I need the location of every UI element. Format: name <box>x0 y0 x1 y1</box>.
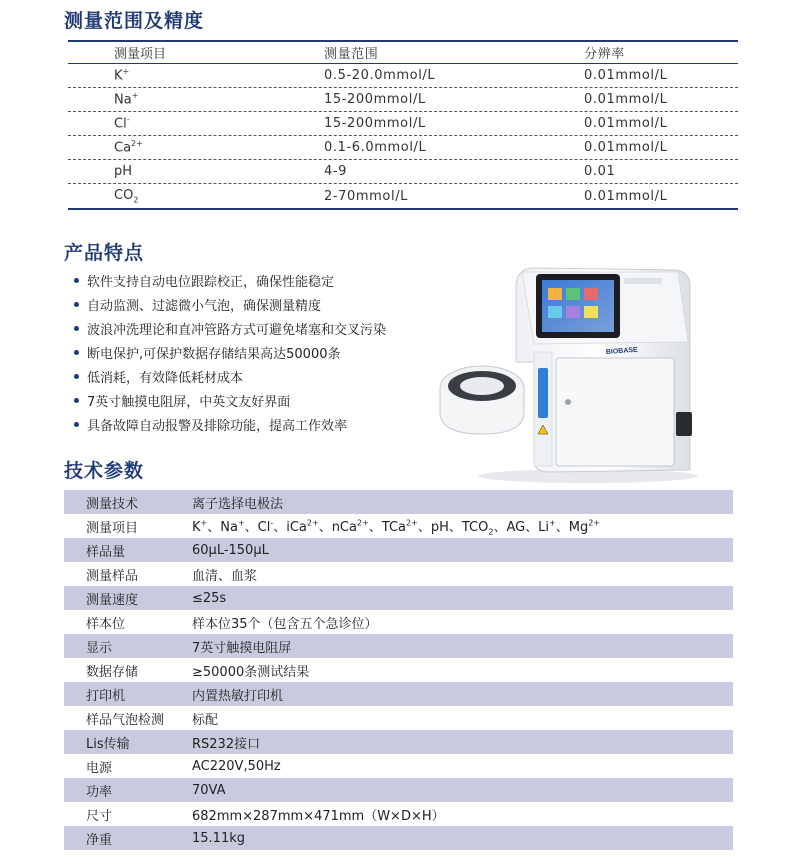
feature-text: 软件支持自动电位跟踪校正，确保性能稳定 <box>87 274 335 290</box>
range-resolution: 0.01mmol/L <box>584 116 668 131</box>
range-item: Ca <box>114 140 132 156</box>
tech-row <box>64 634 733 658</box>
tech-row <box>64 802 733 826</box>
analyte-sup: 2+ <box>588 518 600 528</box>
bullet-dot <box>74 374 79 379</box>
analyte-sup: + <box>549 518 556 528</box>
tech-key: 功率 <box>86 784 113 800</box>
range-item-cell <box>68 188 280 205</box>
range-row <box>68 160 738 184</box>
range-item: Na <box>114 92 132 108</box>
tech-key: 样本位 <box>86 616 126 632</box>
tech-row <box>64 658 733 682</box>
range-value: 15-200mmol/L <box>324 92 426 107</box>
tech-value: ≥50000条测试结果 <box>192 664 310 680</box>
range-item-sub: 2 <box>133 195 139 205</box>
tech-section-title: 技术参数 <box>64 460 145 482</box>
feature-text: 自动监测、过滤微小气泡，确保测量精度 <box>87 298 322 314</box>
tech-value: 血清、血浆 <box>192 568 258 584</box>
analyte-text: 、Mg <box>555 519 589 535</box>
analyte-sub: 2 <box>488 527 494 537</box>
range-value: 0.1-6.0mmol/L <box>324 140 427 155</box>
tech-row <box>64 490 733 514</box>
analyte-text: 、pH、TCO <box>417 519 489 535</box>
feature-text: 7英寸触摸电阻屏，中英文友好界面 <box>87 394 291 410</box>
feature-text: 断电保护,可保护数据存储结果高达50000条 <box>87 346 341 362</box>
tech-row <box>64 682 733 706</box>
tech-row <box>64 826 733 850</box>
brand-label: BIOBASE <box>605 346 638 356</box>
tech-key: 电源 <box>86 760 113 776</box>
tech-table <box>64 490 733 850</box>
analyte-sup: 2+ <box>306 518 319 528</box>
feature-item <box>74 340 386 364</box>
feature-item <box>74 388 386 412</box>
tech-key: 打印机 <box>86 688 126 704</box>
range-resolution: 0.01mmol/L <box>584 68 668 83</box>
tech-key: 测量样品 <box>86 568 139 584</box>
header-resolution: 分辨率 <box>584 47 625 62</box>
range-item: K <box>114 68 123 84</box>
feature-text: 低消耗，有效降低耗材成本 <box>87 370 244 386</box>
feature-text: 具备故障自动报警及排除功能，提高工作效率 <box>87 418 348 434</box>
header-item: 测量项目 <box>114 47 167 62</box>
tech-value: 70VA <box>192 782 226 798</box>
tech-key: 尺寸 <box>86 808 113 824</box>
tech-key: 样品气泡检测 <box>86 712 165 728</box>
tech-key: 净重 <box>86 832 113 848</box>
range-resolution: 0.01mmol/L <box>584 140 668 155</box>
tech-value: 15.11kg <box>192 830 245 846</box>
tech-key: 测量技术 <box>86 496 139 512</box>
feature-item <box>74 364 386 388</box>
range-item-sup: 2+ <box>131 139 143 149</box>
feature-item <box>74 268 386 292</box>
tech-row <box>64 538 733 562</box>
tech-key: 数据存储 <box>86 664 139 680</box>
bullet-dot <box>74 422 79 427</box>
range-row <box>68 112 738 136</box>
range-item-cell <box>68 115 280 131</box>
analyte-sup: + <box>237 518 245 528</box>
tech-value: 682mm×287mm×471mm（W×D×H） <box>192 808 445 824</box>
tech-key: Lis传输 <box>86 736 130 752</box>
tech-value: 7英寸触摸电阻屏 <box>192 640 292 656</box>
header-range: 测量范围 <box>324 47 379 62</box>
feature-text: 波浪冲洗理论和直冲管路方式可避免堵塞和交叉污染 <box>87 322 387 338</box>
analyte-text: 、iCa <box>273 519 307 535</box>
tech-value: AC220V,50Hz <box>192 758 281 774</box>
tech-value: 标配 <box>192 712 219 728</box>
tech-row <box>64 730 733 754</box>
tech-row <box>64 562 733 586</box>
analyte-text: 、nCa <box>318 519 357 535</box>
range-item: Cl <box>114 116 127 132</box>
tech-row <box>64 778 733 802</box>
range-item-cell <box>68 67 280 83</box>
range-section-title: 测量范围及精度 <box>64 10 205 32</box>
tech-key: 样品量 <box>86 544 126 560</box>
range-row <box>68 88 738 112</box>
analyte-sup: 2+ <box>406 518 418 528</box>
tech-row <box>64 706 733 730</box>
tech-row <box>64 586 733 610</box>
range-resolution: 0.01 <box>584 164 616 179</box>
tech-key: 测量速度 <box>86 592 139 608</box>
features-list <box>74 268 386 436</box>
feature-item <box>74 292 386 316</box>
analyte-text: 、Cl <box>244 519 271 535</box>
tech-value: 离子选择电极法 <box>192 496 284 512</box>
range-item-cell <box>68 164 280 179</box>
range-value: 0.5-20.0mmol/L <box>324 68 436 83</box>
range-value: 4-9 <box>324 164 348 179</box>
bullet-dot <box>74 326 79 331</box>
tech-value <box>192 516 733 537</box>
bullet-dot <box>74 398 79 403</box>
range-row <box>68 64 738 88</box>
tech-row <box>64 754 733 778</box>
feature-item <box>74 316 386 340</box>
range-item: pH <box>114 164 133 179</box>
range-item-sup: + <box>131 91 139 101</box>
range-row <box>68 136 738 160</box>
range-resolution: 0.01mmol/L <box>584 92 668 107</box>
analyte-text: 、Na <box>207 519 238 535</box>
analyte-text: 、TCa <box>368 519 407 535</box>
tech-value: ≤25s <box>192 590 227 606</box>
range-value: 2-70mmol/L <box>324 188 409 204</box>
bullet-dot <box>74 302 79 307</box>
tech-row <box>64 514 733 538</box>
range-item-cell <box>68 91 280 107</box>
range-item-sup: - <box>126 115 130 125</box>
range-row <box>68 184 738 208</box>
range-table <box>68 40 738 210</box>
range-resolution: 0.01mmol/L <box>584 188 668 204</box>
range-item-cell <box>68 139 280 155</box>
tech-value: 60μL-150μL <box>192 542 269 558</box>
features-section-title: 产品特点 <box>64 242 145 264</box>
range-item-sup: + <box>122 67 130 77</box>
range-item: CO <box>114 187 134 203</box>
bullet-dot <box>74 278 79 283</box>
tech-key: 测量项目 <box>86 520 139 536</box>
analyzer-image <box>438 262 700 484</box>
bullet-dot <box>74 350 79 355</box>
analyte-sup: + <box>200 518 208 528</box>
analyte-sup: - <box>270 518 274 528</box>
analyte-sup: 2+ <box>356 518 369 528</box>
tech-value: RS232接口 <box>192 736 261 752</box>
tech-key: 显示 <box>86 640 113 656</box>
feature-item <box>74 412 386 436</box>
analyte-text: K <box>192 519 201 535</box>
tech-row <box>64 610 733 634</box>
range-value: 15-200mmol/L <box>324 116 426 131</box>
analyte-text: 、AG、Li <box>493 519 550 535</box>
tech-value: 样本位35个（包含五个急诊位） <box>192 616 378 632</box>
tech-value: 内置热敏打印机 <box>192 688 284 704</box>
range-table-header <box>68 42 738 64</box>
